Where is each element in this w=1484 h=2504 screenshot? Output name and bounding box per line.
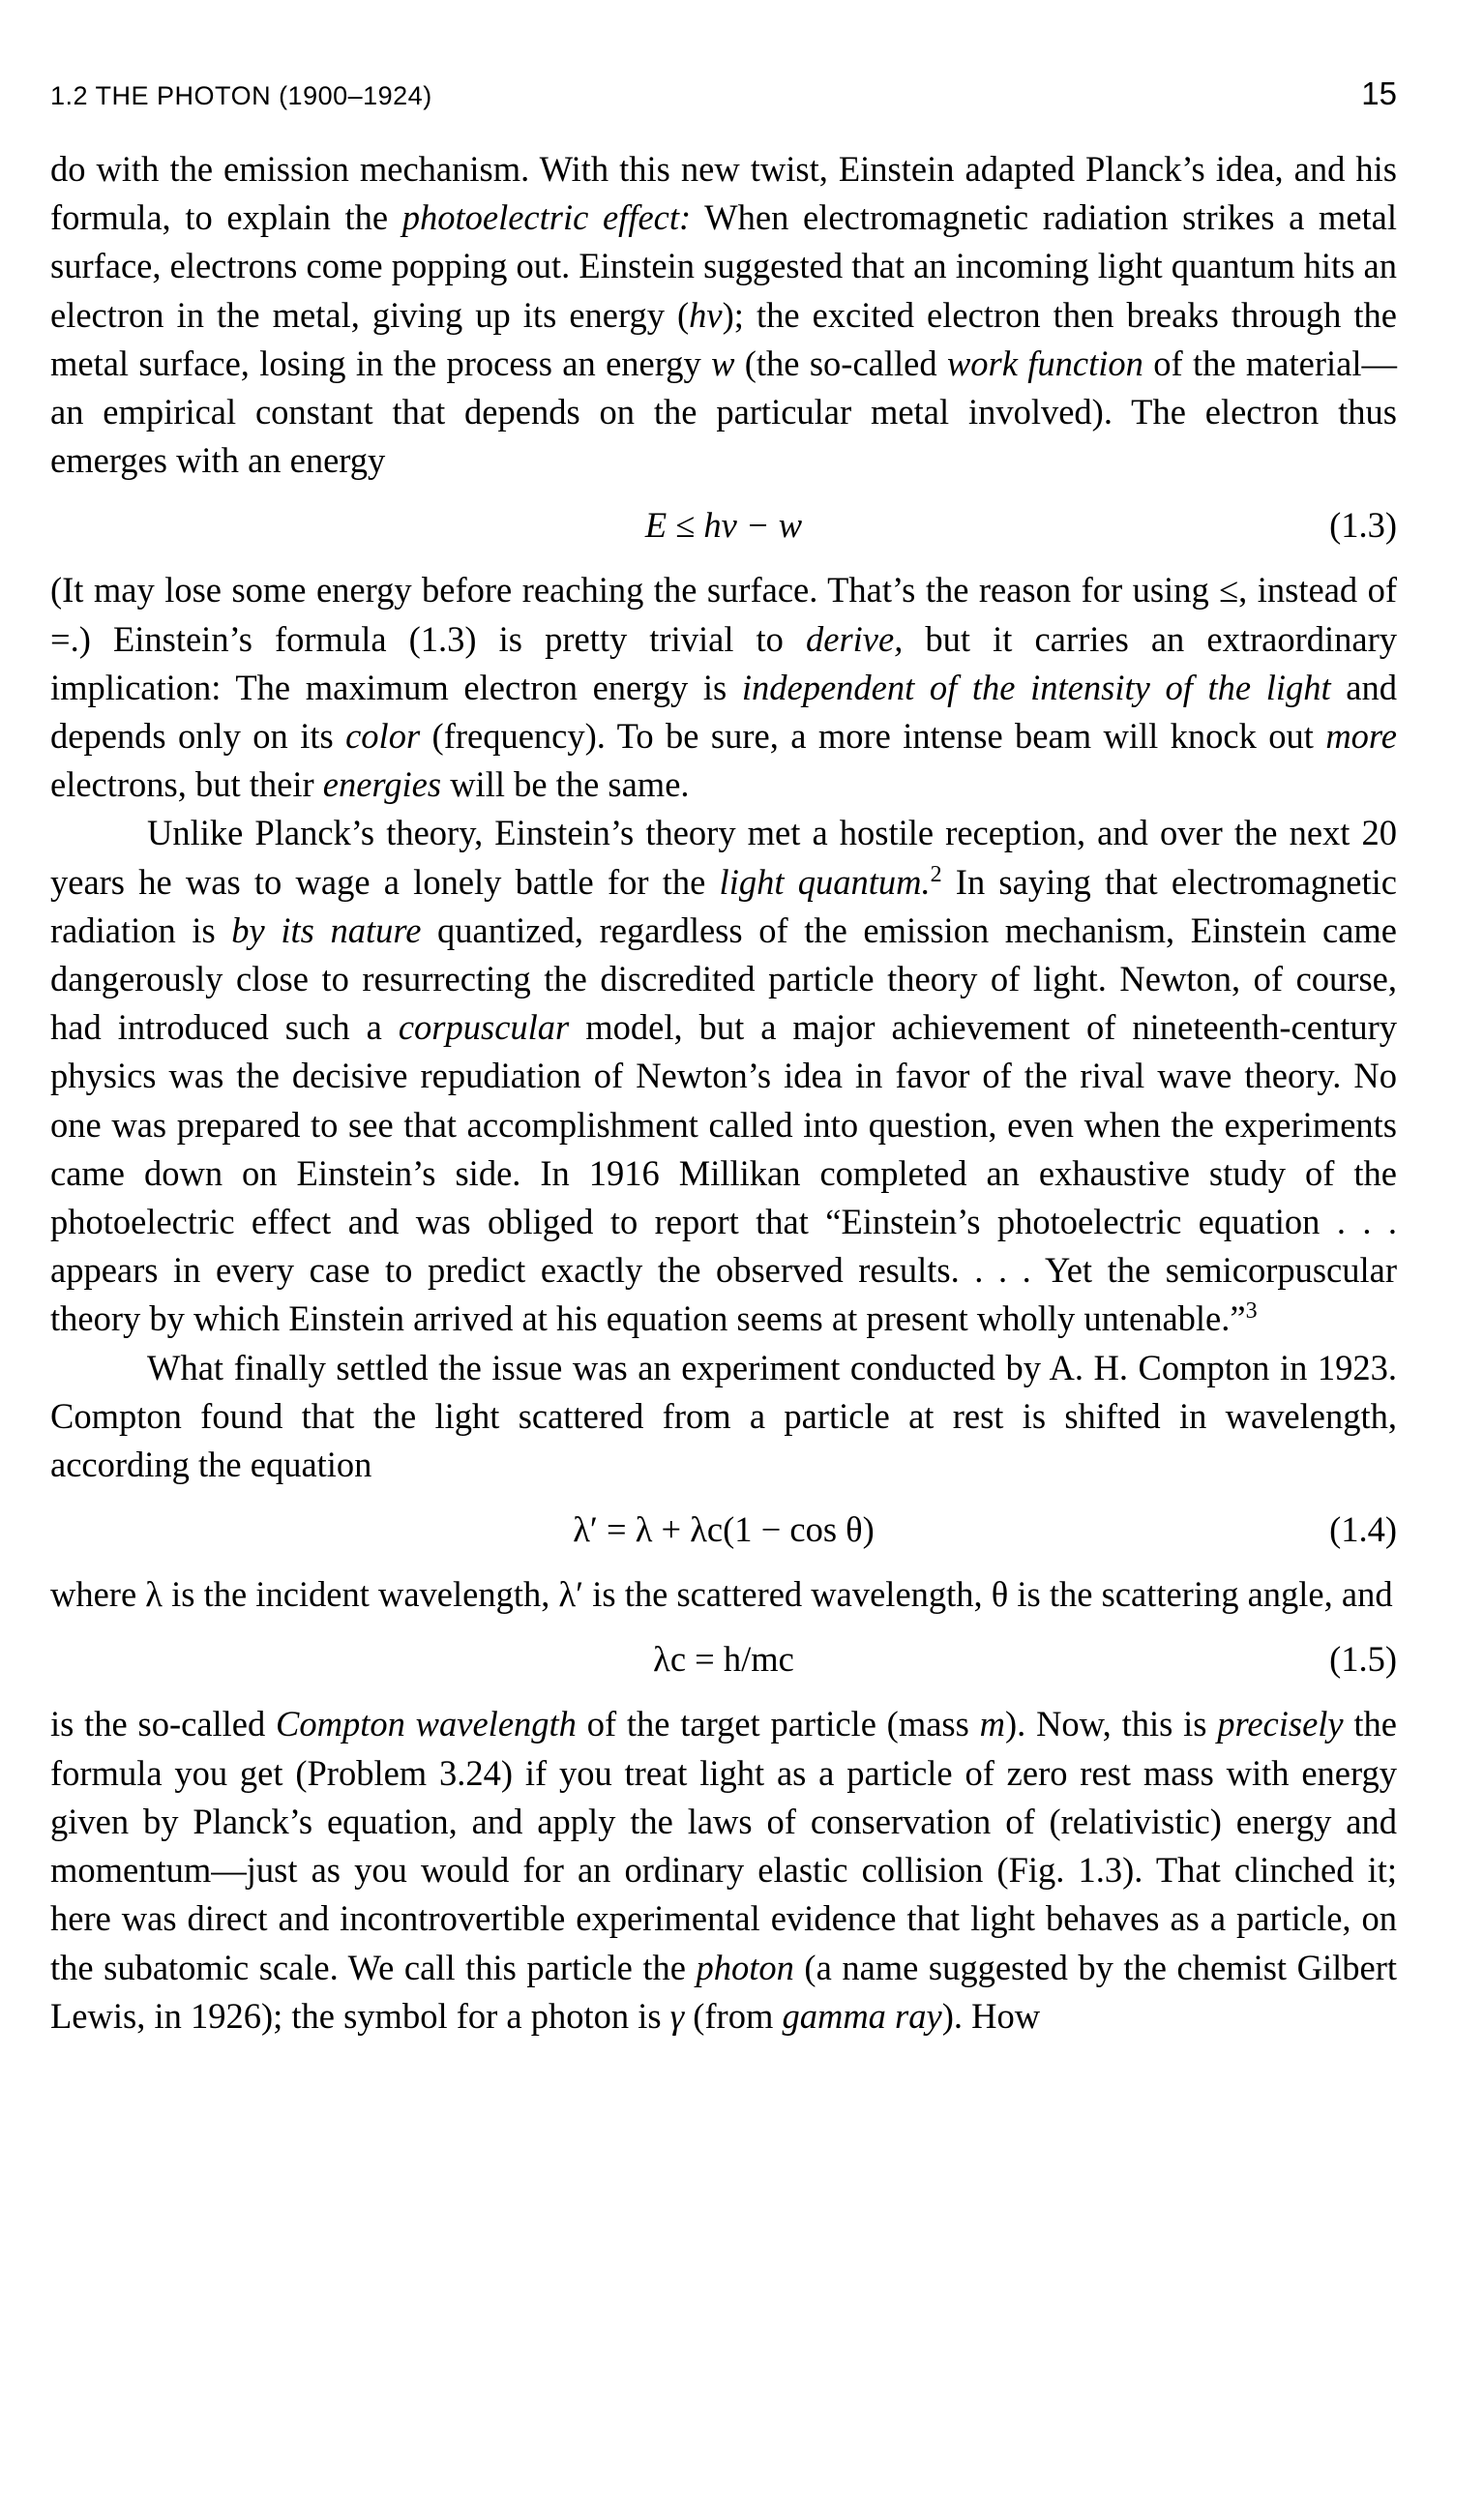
text-run: What finally settled the issue was an experiment conducted by A. H. Compton in 1923. Compton found that the light scattered from a particle at rest is shifted in wavelength, according the equation bbox=[50, 1347, 1397, 1485]
emphasis: derive, bbox=[806, 618, 904, 659]
text-run: (a name suggested by the chemist Gilbert Lewis, in 1926); the symbol for a photon is bbox=[50, 1947, 1397, 2036]
emphasis: hν bbox=[689, 294, 723, 335]
body-text bbox=[50, 145, 1397, 2041]
equation-number: (1.3) bbox=[1329, 505, 1397, 546]
emphasis: gamma ray bbox=[782, 1995, 942, 2036]
text-run: (It may lose some energy before reaching the surface. That’s the reason for using ≤, instead of =.) Einstein’s formula (1.3) is pretty trivial to bbox=[50, 570, 1397, 659]
text-run: Unlike Planck’s theory, Einstein’s theory met a hostile reception, and over the next 20 years he was to wage a lonely battle for the bbox=[50, 813, 1397, 902]
text-run: ); the excited electron then breaks through the metal surface, losing in the process an energy bbox=[50, 294, 1397, 383]
text-run: of the material—an empirical constant that depends on the particular metal involved). The electron thus emerges with an energy bbox=[50, 343, 1397, 481]
paragraph-1 bbox=[50, 145, 1397, 485]
emphasis: color bbox=[345, 716, 421, 757]
paragraph-4 bbox=[50, 1344, 1397, 1490]
emphasis: Compton wavelength bbox=[276, 1704, 577, 1744]
equation-formula: λ′ = λ + λc(1 − cos θ) bbox=[573, 1509, 875, 1550]
emphasis: photon bbox=[696, 1947, 794, 1987]
equation-formula: E ≤ hν − w bbox=[644, 505, 803, 546]
equation-1-3 bbox=[50, 485, 1397, 566]
text-run: model, but a major achievement of nineteenth-century physics was the decisive repudiation of Newton’s idea in favor of the rival wave theory. No one was prepared to see that accomplishment called into question, even when the experiments came down on Einstein’s side. In 1916 Millikan completed an exhaustive study of the photoelectric effect and was obliged to report that “Einstein’s photoelectric equation . . . appears in every case to predict exactly the observed results. . . . Yet the semicorpuscular theory by which Einstein arrived at his equation seems at present wholly untenable.” bbox=[50, 1007, 1397, 1339]
text-run: the formula you get (Problem 3.24) if you treat light as a particle of zero rest mass with energy given by Planck’s equation, and apply the laws of conservation of (relativistic) energy and momentum—just as you would for an ordinary elastic collision (Fig. 1.3). That clinched it; here was direct and incontrovertible experimental evidence that light behaves as a particle, on the subatomic scale. We call this particle the bbox=[50, 1704, 1398, 1987]
text-run: When electromagnetic radiation strikes a metal surface, electrons come popping out. Einstein suggested that an incoming light quantum hits an electron in the metal, giving up its energy ( bbox=[50, 197, 1398, 335]
emphasis: photoelectric effect: bbox=[401, 197, 692, 238]
text-run: In saying that electromagnetic radiation is bbox=[50, 861, 1397, 950]
emphasis: corpuscular bbox=[398, 1007, 570, 1048]
footnote-ref: 2 bbox=[930, 861, 942, 887]
text-run: but it carries an extraordinary implication: The maximum electron energy is bbox=[50, 618, 1397, 707]
paragraph-5 bbox=[50, 1570, 1397, 1619]
equation-1-4 bbox=[50, 1489, 1397, 1570]
text-run: (the so-called bbox=[734, 343, 947, 383]
paragraph-6 bbox=[50, 1700, 1397, 2040]
text-run: of the target particle (mass bbox=[576, 1704, 980, 1744]
text-run: quantized, regardless of the emission mechanism, Einstein came dangerously close to resurrecting the discredited particle theory of light. Newton, of course, had introduced such a bbox=[50, 909, 1397, 1048]
emphasis: more bbox=[1325, 716, 1397, 757]
text-run: ). Now, this is bbox=[1005, 1704, 1218, 1744]
emphasis: γ bbox=[669, 1995, 685, 2036]
paragraph-3 bbox=[50, 809, 1397, 1343]
text-run: do with the emission mechanism. With this new twist, Einstein adapted Planck’s idea, and his formula, to explain the bbox=[50, 149, 1397, 238]
emphasis: m bbox=[979, 1704, 1005, 1744]
equation-formula: λc = h/mc bbox=[653, 1639, 794, 1680]
emphasis: by its nature bbox=[231, 909, 422, 950]
emphasis: independent of the intensity of the light bbox=[741, 667, 1331, 707]
equation-number: (1.4) bbox=[1329, 1509, 1397, 1550]
paragraph-2 bbox=[50, 566, 1397, 809]
footnote-ref: 3 bbox=[1245, 1298, 1258, 1325]
emphasis: work function bbox=[946, 343, 1143, 383]
equation-number: (1.5) bbox=[1329, 1639, 1397, 1680]
equation-1-5 bbox=[50, 1619, 1397, 1700]
text-run: electrons, but their bbox=[50, 764, 323, 805]
text-run: is the so-called bbox=[50, 1704, 277, 1744]
text-run: where λ is the incident wavelength, λ′ is the scattered wavelength, θ is the scattering angle, and bbox=[50, 1574, 1393, 1615]
text-run: will be the same. bbox=[441, 764, 690, 805]
emphasis: light quantum. bbox=[719, 861, 931, 902]
running-head bbox=[50, 75, 1397, 124]
text-run: and depends only on its bbox=[50, 667, 1397, 757]
text-run: (frequency). To be sure, a more intense beam will knock out bbox=[420, 716, 1326, 757]
text-run: ). How bbox=[941, 1995, 1041, 2036]
section-title: 1.2 THE PHOTON (1900–1924) bbox=[50, 81, 432, 110]
emphasis: precisely bbox=[1217, 1704, 1344, 1744]
emphasis: energies bbox=[322, 764, 442, 805]
page-number: 15 bbox=[1361, 75, 1397, 111]
emphasis: w bbox=[711, 343, 735, 383]
text-run: (from bbox=[684, 1995, 783, 2036]
